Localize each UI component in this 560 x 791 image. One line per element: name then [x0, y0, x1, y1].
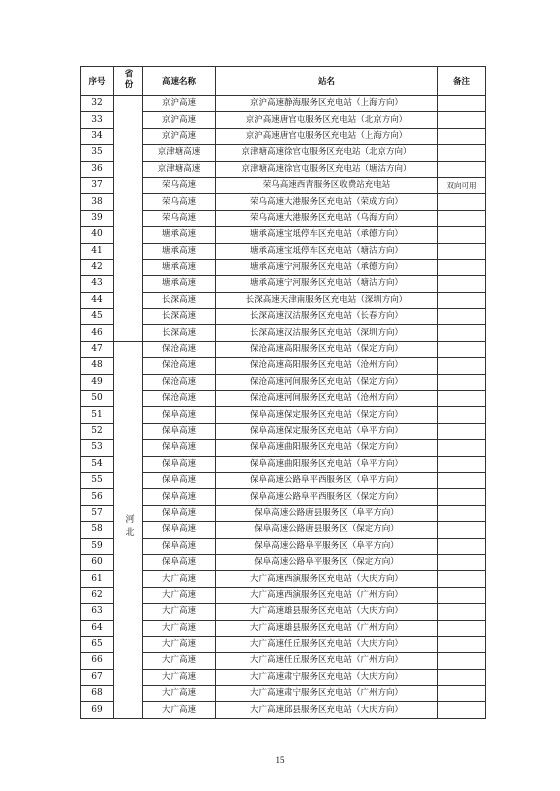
highway-name: 保阜高速 — [143, 472, 216, 488]
highway-name: 荣乌高速 — [143, 177, 216, 193]
highway-name: 大广高速 — [143, 702, 216, 718]
page-number: 15 — [275, 755, 285, 765]
note-cell — [438, 276, 486, 292]
note-cell — [438, 292, 486, 308]
highway-name: 荣乌高速 — [143, 210, 216, 226]
row-number: 62 — [81, 587, 114, 603]
station-name: 保阜高速公路阜平服务区（保定方向） — [216, 554, 438, 570]
row-number: 38 — [81, 194, 114, 210]
header-station: 站名 — [216, 67, 438, 96]
note-cell — [438, 472, 486, 488]
note-cell — [438, 538, 486, 554]
header-note: 备注 — [438, 67, 486, 96]
charging-station-table — [80, 66, 486, 719]
station-name: 长深高速汉沽服务区充电站（长春方向） — [216, 309, 438, 325]
station-name: 保沧高速高阳服务区充电站（沧州方向） — [216, 358, 438, 374]
station-name: 荣乌高速西青服务区收费站充电站 — [216, 177, 438, 193]
row-number: 54 — [81, 456, 114, 472]
row-number: 47 — [81, 341, 114, 357]
row-number: 37 — [81, 177, 114, 193]
station-name: 保沧高速河间服务区充电站（沧州方向） — [216, 391, 438, 407]
row-number: 34 — [81, 128, 114, 144]
note-cell — [438, 243, 486, 259]
station-name: 大广高速雄县服务区充电站（大庆方向） — [216, 604, 438, 620]
highway-name: 长深高速 — [143, 292, 216, 308]
header-province-label: 省份 — [123, 69, 133, 90]
note-cell — [438, 341, 486, 357]
station-name: 大广高速西演服务区充电站（广州方向） — [216, 587, 438, 603]
row-number: 67 — [81, 669, 114, 685]
highway-name: 京津塘高速 — [143, 161, 216, 177]
highway-name: 大广高速 — [143, 604, 216, 620]
station-name: 长深高速天津南服务区充电站（深圳方向） — [216, 292, 438, 308]
header-no: 序号 — [81, 67, 114, 96]
station-name: 塘承高速宝坻停车区充电站（塘沽方向） — [216, 243, 438, 259]
row-number: 39 — [81, 210, 114, 226]
row-number: 36 — [81, 161, 114, 177]
row-number: 45 — [81, 309, 114, 325]
station-name: 荣乌高速大港服务区充电站（荣成方向） — [216, 194, 438, 210]
row-number: 64 — [81, 620, 114, 636]
note-cell — [438, 604, 486, 620]
row-number: 46 — [81, 325, 114, 341]
station-name: 保沧高速河间服务区充电站（保定方向） — [216, 374, 438, 390]
row-number: 51 — [81, 407, 114, 423]
row-number: 43 — [81, 276, 114, 292]
province-cell — [114, 341, 143, 718]
highway-name: 京沪高速 — [143, 112, 216, 128]
highway-name: 保阜高速 — [143, 554, 216, 570]
highway-name: 保沧高速 — [143, 341, 216, 357]
note-cell — [438, 669, 486, 685]
row-number: 40 — [81, 227, 114, 243]
province-cell — [114, 96, 143, 342]
row-number: 42 — [81, 259, 114, 275]
row-number: 41 — [81, 243, 114, 259]
row-number: 48 — [81, 358, 114, 374]
station-name: 保阜高速公路唐县服务区（阜平方向） — [216, 505, 438, 521]
highway-name: 保阜高速 — [143, 440, 216, 456]
highway-name: 大广高速 — [143, 636, 216, 652]
header-highway: 高速名称 — [143, 67, 216, 96]
row-number: 58 — [81, 522, 114, 538]
note-cell — [438, 161, 486, 177]
table-row — [81, 96, 486, 112]
note-cell — [438, 423, 486, 439]
station-name: 塘承高速宝坻停车区充电站（承德方向） — [216, 227, 438, 243]
highway-name: 保阜高速 — [143, 538, 216, 554]
highway-name: 保沧高速 — [143, 358, 216, 374]
note-cell — [438, 96, 486, 112]
station-name: 保沧高速高阳服务区充电站（保定方向） — [216, 341, 438, 357]
province-label: 河北 — [123, 513, 134, 540]
station-name: 京沪高速静海服务区充电站（上海方向） — [216, 96, 438, 112]
station-name: 京沪高速唐官屯服务区充电站（北京方向） — [216, 112, 438, 128]
note-cell — [438, 112, 486, 128]
highway-name: 大广高速 — [143, 620, 216, 636]
highway-name: 塘承高速 — [143, 276, 216, 292]
highway-name: 塘承高速 — [143, 243, 216, 259]
note-cell — [438, 620, 486, 636]
note-cell — [438, 489, 486, 505]
row-number: 32 — [81, 96, 114, 112]
note-cell — [438, 571, 486, 587]
highway-name: 塘承高速 — [143, 227, 216, 243]
highway-name: 京沪高速 — [143, 96, 216, 112]
note-cell — [438, 210, 486, 226]
note-cell — [438, 440, 486, 456]
note-cell — [438, 391, 486, 407]
table-header-row — [81, 67, 486, 96]
highway-name: 长深高速 — [143, 325, 216, 341]
highway-name: 京津塘高速 — [143, 145, 216, 161]
note-cell — [438, 227, 486, 243]
note-cell — [438, 194, 486, 210]
station-name: 京沪高速唐官屯服务区充电站（上海方向） — [216, 128, 438, 144]
row-number: 68 — [81, 686, 114, 702]
station-name: 大广高速任丘服务区充电站（广州方向） — [216, 653, 438, 669]
row-number: 33 — [81, 112, 114, 128]
row-number: 35 — [81, 145, 114, 161]
station-name: 大广高速邱县服务区充电站（大庆方向） — [216, 702, 438, 718]
station-name: 保阜高速公路阜平西服务区（保定方向） — [216, 489, 438, 505]
row-number: 66 — [81, 653, 114, 669]
station-name: 保阜高速公路阜平西服务区（阜平方向） — [216, 472, 438, 488]
highway-name: 保阜高速 — [143, 505, 216, 521]
row-number: 56 — [81, 489, 114, 505]
header-province — [114, 67, 143, 96]
highway-name: 保阜高速 — [143, 456, 216, 472]
station-name: 长深高速汉沽服务区充电站（深圳方向） — [216, 325, 438, 341]
row-number: 69 — [81, 702, 114, 718]
station-name: 塘承高速宁河服务区充电站（承德方向） — [216, 259, 438, 275]
row-number: 55 — [81, 472, 114, 488]
table-row — [81, 341, 486, 357]
row-number: 61 — [81, 571, 114, 587]
station-name: 大广高速肃宁服务区充电站（大庆方向） — [216, 669, 438, 685]
highway-name: 荣乌高速 — [143, 194, 216, 210]
station-name: 保阜高速保定服务区充电站（保定方向） — [216, 407, 438, 423]
note-cell — [438, 554, 486, 570]
station-name: 保阜高速曲阳服务区充电站（保定方向） — [216, 440, 438, 456]
note-cell — [438, 686, 486, 702]
station-name: 京津塘高速徐官屯服务区充电站（北京方向） — [216, 145, 438, 161]
row-number: 59 — [81, 538, 114, 554]
station-name: 京津塘高速徐官屯服务区充电站（塘沽方向） — [216, 161, 438, 177]
station-name: 荣乌高速大港服务区充电站（乌海方向） — [216, 210, 438, 226]
station-name: 大广高速雄县服务区充电站（广州方向） — [216, 620, 438, 636]
station-name: 保阜高速曲阳服务区充电站（阜平方向） — [216, 456, 438, 472]
station-name: 塘承高速宁河服务区充电站（塘沽方向） — [216, 276, 438, 292]
note-cell — [438, 128, 486, 144]
note-cell — [438, 505, 486, 521]
row-number: 52 — [81, 423, 114, 439]
row-number: 65 — [81, 636, 114, 652]
note-cell: 双向可用 — [438, 177, 486, 193]
note-cell — [438, 309, 486, 325]
highway-name: 京沪高速 — [143, 128, 216, 144]
highway-name: 保沧高速 — [143, 391, 216, 407]
station-name: 大广高速西演服务区充电站（大庆方向） — [216, 571, 438, 587]
note-cell — [438, 456, 486, 472]
highway-name: 保阜高速 — [143, 522, 216, 538]
highway-name: 塘承高速 — [143, 259, 216, 275]
highway-name: 大广高速 — [143, 653, 216, 669]
note-cell — [438, 407, 486, 423]
station-name: 大广高速肃宁服务区充电站（广州方向） — [216, 686, 438, 702]
highway-name: 保沧高速 — [143, 374, 216, 390]
highway-name: 大广高速 — [143, 587, 216, 603]
row-number: 57 — [81, 505, 114, 521]
station-name: 保阜高速公路阜平服务区（阜平方向） — [216, 538, 438, 554]
note-cell — [438, 587, 486, 603]
highway-name: 保阜高速 — [143, 423, 216, 439]
note-cell — [438, 145, 486, 161]
highway-name: 保阜高速 — [143, 489, 216, 505]
row-number: 44 — [81, 292, 114, 308]
highway-name: 长深高速 — [143, 309, 216, 325]
row-number: 50 — [81, 391, 114, 407]
table-body — [81, 96, 486, 719]
note-cell — [438, 325, 486, 341]
row-number: 49 — [81, 374, 114, 390]
row-number: 60 — [81, 554, 114, 570]
highway-name: 大广高速 — [143, 571, 216, 587]
highway-name: 大广高速 — [143, 686, 216, 702]
highway-name: 大广高速 — [143, 669, 216, 685]
note-cell — [438, 374, 486, 390]
note-cell — [438, 653, 486, 669]
station-name: 大广高速任丘服务区充电站（大庆方向） — [216, 636, 438, 652]
station-name: 保阜高速保定服务区充电站（阜平方向） — [216, 423, 438, 439]
row-number: 53 — [81, 440, 114, 456]
note-cell — [438, 702, 486, 718]
note-cell — [438, 636, 486, 652]
note-cell — [438, 259, 486, 275]
station-name: 保阜高速公路唐县服务区（保定方向） — [216, 522, 438, 538]
note-cell — [438, 358, 486, 374]
highway-name: 保阜高速 — [143, 407, 216, 423]
row-number: 63 — [81, 604, 114, 620]
note-cell — [438, 522, 486, 538]
